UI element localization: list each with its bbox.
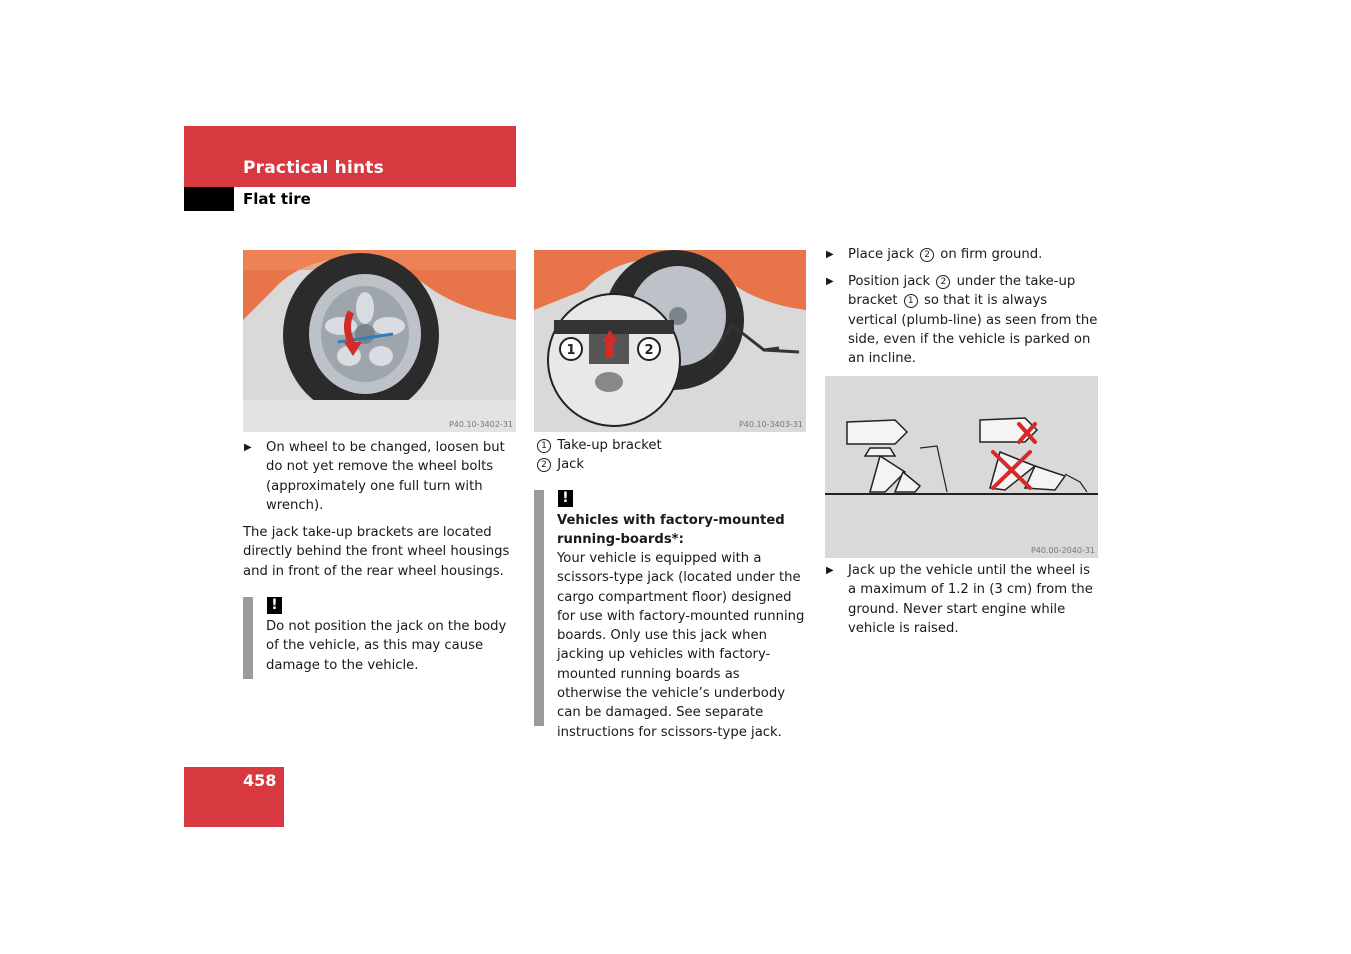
section-title: Practical hints <box>243 158 384 178</box>
legend-number-icon: 1 <box>537 439 551 453</box>
figure-code: P40.10-3402-31 <box>448 420 513 429</box>
step-jack-up: Jack up the vehicle until the wheel is a maximum of 1.2 in (3 cm) from the ground. Never start engine while vehicle is raised. <box>848 563 1093 636</box>
step-loosen-bolts: On wheel to be changed, loosen but do not yet remove the wheel bolts (approximately one full turn with wrench). <box>266 440 505 513</box>
step-place-jack: Place jack 2 on firm ground. <box>848 247 1043 262</box>
warning-icon: ! <box>558 490 573 507</box>
legend-label: Jack <box>557 457 585 473</box>
figure-code: P40.10-3403-31 <box>738 420 803 429</box>
warning-body-text: Do not position the jack on the body of the vehicle, as this may cause damage to the vehicle. <box>266 619 507 673</box>
legend-item <box>535 455 805 474</box>
warning-bar <box>534 490 544 726</box>
page-number: 458 <box>243 771 277 790</box>
legend-number-icon: 2 <box>537 458 551 472</box>
figure-legend <box>535 436 805 475</box>
header-marker <box>184 187 234 211</box>
bullet-marker: ▶ <box>826 276 834 287</box>
jack-bracket-location-text: The jack take-up brackets are located directly behind the front wheel housings and in front of the rear wheel housings. <box>243 525 510 579</box>
warning-bar <box>243 597 253 679</box>
figure-jack-and-bracket <box>534 250 806 432</box>
warning-body-text: Your vehicle is equipped with a scissors-type jack (located under the cargo compartment floor) designed for use with factory-mounted running boards. Only use this jack when jacking up vehicles with factory-mounted running boards as otherwise the vehicle’s underbody can be damaged. See separate instructions for scissors-type jack. <box>557 551 805 740</box>
ref-number-icon: 2 <box>936 275 950 289</box>
figure-code: P40.00-2040-31 <box>1030 546 1095 555</box>
bullet-marker: ▶ <box>826 565 834 576</box>
legend-item <box>535 436 805 455</box>
bullet-marker: ▶ <box>244 442 252 453</box>
callout-2: 2 <box>644 343 654 358</box>
ref-number-icon: 1 <box>904 294 918 308</box>
subsection-title: Flat tire <box>243 190 311 208</box>
figure-jack-vertical <box>825 376 1098 558</box>
legend-label: Take-up bracket <box>557 438 662 453</box>
warning-title: Vehicles with factory-mounted running-boards*: <box>557 513 785 548</box>
bullet-marker: ▶ <box>826 249 834 260</box>
ref-number-icon: 2 <box>920 248 934 262</box>
step-position-jack: Position jack 2 under the take-up bracket 1 so that it is always vertical (plumb-line) as seen from the side, even if the vehicle is parked on an incline. <box>848 274 1098 367</box>
warning-icon: ! <box>267 597 282 614</box>
figure-loosen-wheel-bolts <box>243 250 516 432</box>
callout-1: 1 <box>566 343 576 358</box>
